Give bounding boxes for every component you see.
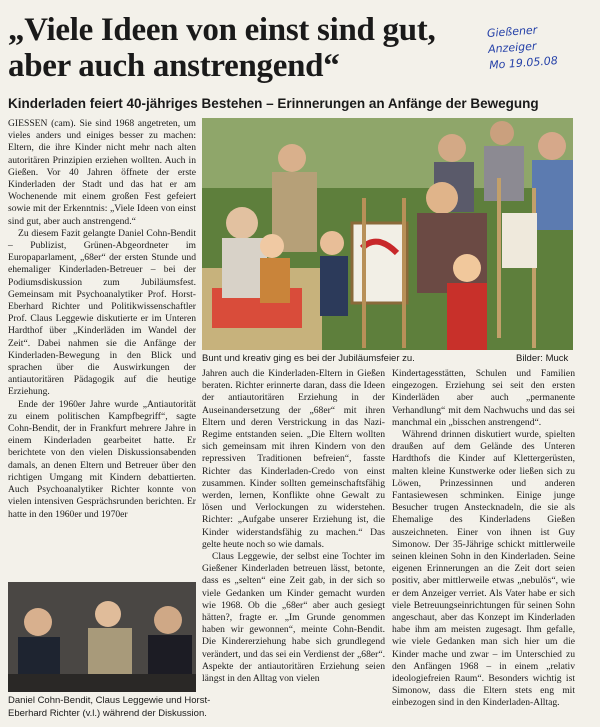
article-paragraph: Zu diesem Fazit gelangte Daniel Cohn-Bendit – Publizist, Grünen-Abgeordneter im Europaparlament, „68er“ der ersten Stunde und ehemaliger Kinderladen-Betreuer – bei der Podiumsdiskussion zum Jubiläumsfest. Gemeinsam mit Psychoanalytiker Prof. Horst-Eberhard Richter und Politikwissenschaftler Prof. Claus Leggewie diskutierte er im Unteren Hardthof über „Kinderläden im Wandel der Zeit“. Dabei nahmen sie die Anfänge der Kinderladen-Bewegung in den Blick und sprachen über die Auswirkungen der antiautoritären Pädagogik auf die heutige Erziehung. xyxy=(8,227,196,398)
article-paragraph: Claus Leggewie, der selbst eine Tochter im Gießener Kinderladen betreuen lässt, betonte, dass es „selten“ eine Zeit gab, in der sich so viele Gedanken um Kinder gemacht wurden wie 1968. Ob die „68er“ aber auch gesiegt hätten?, fragte er. „Im Grunde genommen haben wir gewonnen“, meinte Cohn-Bendit. Die Kindererziehung habe sich grundlegend verändert, und das sei ein Verdienst der „68er“. Aspekte der antiautoritären Erziehung seien längst in den Alltag von vielen xyxy=(202,551,385,685)
handnote-line-1: Gießener xyxy=(486,23,538,40)
discussion-caption-line-2: Eberhard Richter (v.l.) während der Diskussion. xyxy=(8,708,207,719)
subheadline: Kinderladen feiert 40-jähriges Bestehen – Erinnerungen an Anfänge der Bewegung xyxy=(8,96,539,111)
discussion-photo-image xyxy=(8,582,196,692)
article-paragraph: Ende der 1960er Jahre wurde „Antiautorität zu einem politischen Kampfbegriff“, sagte Cohn-Bendit, der in Frankfurt mehrere Jahre in einem Kinderladen gearbeitet hatte. Er berichtete von den vielen Diskussionsabenden damals, an denen Eltern und Betreuer über den richtigen Umgang mit Kindern debattierten. Auch Psychoanalytiker Richter konnte von vielen intensiven Gesprächsrunden berichten. Er hatte in den 1960er und 1970er xyxy=(8,398,196,520)
headline: „Viele Ideen von einst sind gut, aber auch anstrengend“ xyxy=(8,12,436,84)
article-paragraph: Jahren auch die Kinderladen-Eltern in Gießen beraten. Richter erinnerte daran, dass die Ideen der antiautoritären Erziehung in der Auseinandersetzung der „68er“ mit ihren Eltern und deren Verstrickung in das Nazi-Regime entstanden seien. „Die Eltern wollten sich gemeinsam mit ihren Kindern von den repressiven Traditionen befreien“, fasste Richter das Kinderladen-Credo von einst zusammen. Kinder sollten gemeinschaftsfähig werden, lernen, Konflikte ohne Gewalt zu lösen und Verlockungen zu widerstehen. Richter: „Aufgabe unserer Erziehung ist, die Kinder widerstandsfähig zu machen.“ Das gelte heute noch so wie damals. xyxy=(202,368,385,550)
photo-credit: Bilder: Muck xyxy=(516,353,569,364)
article-column-2 xyxy=(202,368,385,685)
discussion-photo xyxy=(8,582,196,692)
photo-caption: Bunt und kreativ ging es bei der Jubiläumsfeier zu. xyxy=(202,353,415,364)
article-paragraph: Kindertagesstätten, Schulen und Familien eingezogen. Erziehung sei seit den ersten Kinderläden aber auch „permanente Verhandlung“ mit dem Nachwuchs und das sei manchmal ein „bisschen anstrengend“. xyxy=(392,368,575,428)
article-column-3 xyxy=(392,368,575,710)
festival-photo-image xyxy=(202,118,573,350)
article-lead: GIESSEN (cam). Sie sind 1968 angetreten, um vieles anders und einiges besser zu machen: Eltern, die ihre Kinder nicht mehr nach alten autoritären Prinzipien erziehen wollten. Auch in Gießen. Vor 40 Jahren öffnete der erste Kinderladen der Stadt und das hat er am Wochenende mit einem großen Fest gefeiert sowie mit der Erkenntnis: „Viele Ideen von einst sind gut, aber auch anstrengend.“ xyxy=(8,118,196,227)
handnote-date: Mo 19.05.08 xyxy=(488,54,559,72)
handwritten-note xyxy=(486,18,600,74)
discussion-caption-line-1: Daniel Cohn-Bendit, Claus Leggewie und Horst- xyxy=(8,695,211,706)
handnote-line-2: Anzeiger xyxy=(487,39,537,56)
article-paragraph: Während drinnen diskutiert wurde, spielten draußen auf dem Gelände des Unteren Hardthofs die Kinder auf Klettergerüsten, malten kleine Kunstwerke oder ließen sich zu Löwen, Prinzessinnen und anderen Fantasiewesen schminken. Einige junge Besucher trugen Anstecknadeln, die sie als Ehemalige des Kinderladens Gießen auszeichneten. Einer von ihnen ist Guy Simonow. Der 35-Jährige schickt mittlerweile seinen kleinen Sohn in den Kinderladen. Seine eigenen Erinnerungen an die Zeit dort seien positiv, aber mittlerweile etwas „nebulös“, wie er dem Anzeiger verriet. Als Vater habe er sich viele Betreuungseinrichtungen für seinen Sohn angeschaut, aber das Konzept im Kinderladen habe ihm am meisten zugesagt. Ihm gefalle, wie viele Gedanken man sich hier um die Kinder mache und zwar – im Unterschied zu den Anfängen 1968 – in einem „relativ ideologiefreien Raum“. Besonders wichtig ist Simonow, dass die Eltern stets eng mit einbezogen sind in den Kinderladen-Alltag. xyxy=(392,429,575,709)
article-column-1 xyxy=(8,118,196,521)
festival-photo xyxy=(202,118,573,350)
